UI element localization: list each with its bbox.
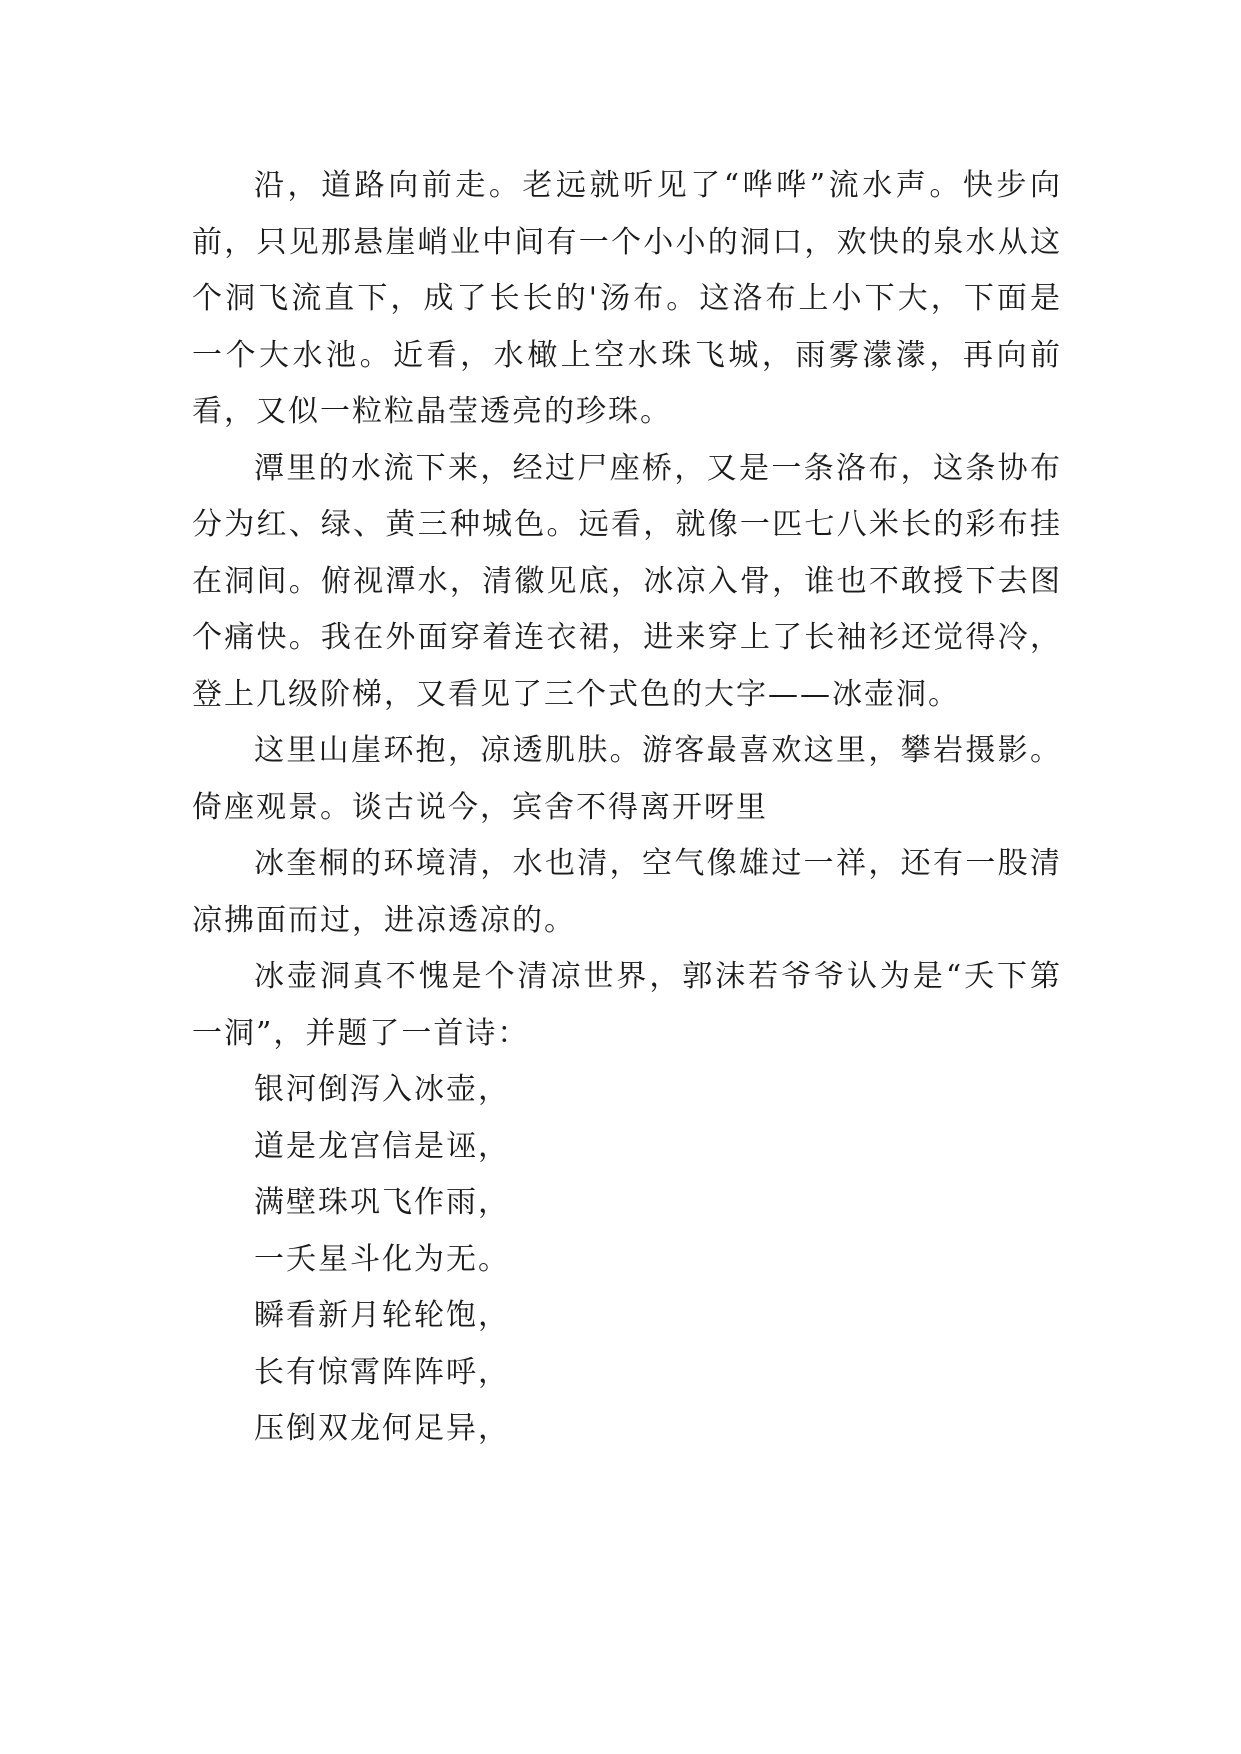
poem-line: 道是龙宫信是诬， <box>254 1128 510 1164</box>
poem-line: 一夭星斗化为无。 <box>254 1241 510 1277</box>
paragraph-2: 潭里的水流下来，经过尸座桥，又是一条洛布，这条协布分为红、绿、黄三种城色。远看，就像一匹七八米长的彩布挂在洞间。俯视潭水，清徽见底，冰凉入骨，谁也不敢授下去图个痛快。我在外面穿着连衣裙，进来穿上了长袖衫还觉得冷，登上几级阶梯，又看见了三个式色的大字——冰壶洞。 <box>192 450 1062 712</box>
document-page <box>192 158 1062 1458</box>
poem-line: 长有惊霄阵阵呼， <box>254 1354 510 1390</box>
paragraph-4: 冰奎桐的环境清，水也清，空气像雄过一祥，还有一股清凉拂面而过，进凉透凉的。 <box>192 846 1062 938</box>
poem-line: 压倒双龙何足异， <box>254 1411 510 1446</box>
paragraph-3: 这里山崖环抱，凉透肌肤。游客最喜欢这里，攀岩摄影。倚座观景。谈古说今，宾舍不得离开呀里 <box>192 733 1062 825</box>
poem-line: 瞬看新月轮轮饱， <box>254 1298 510 1333</box>
paragraph-1: 沿，道路向前走。老远就听见了“哗哗”流水声。快步向前，只见那悬崖峭业中间有一个小小的洞口，欢快的泉水从这个洞飞流直下，成了长长的'汤布。这洛布上小下大，下面是一个大水池。近看，水橄上空水珠飞城，雨雾濛濛，再向前看，又似一粒粒晶莹透亮的珍珠。 <box>192 168 1062 429</box>
poem-line: 满壁珠巩飞作雨， <box>254 1185 510 1220</box>
poem <box>192 1062 1062 1458</box>
paragraph-5: 冰壶洞真不愧是个清凉世界，郭沫若爷爷认为是“夭下第一洞”，并题了一首诗： <box>192 959 1062 1051</box>
poem-line: 银河倒泻入冰壶， <box>254 1072 510 1107</box>
